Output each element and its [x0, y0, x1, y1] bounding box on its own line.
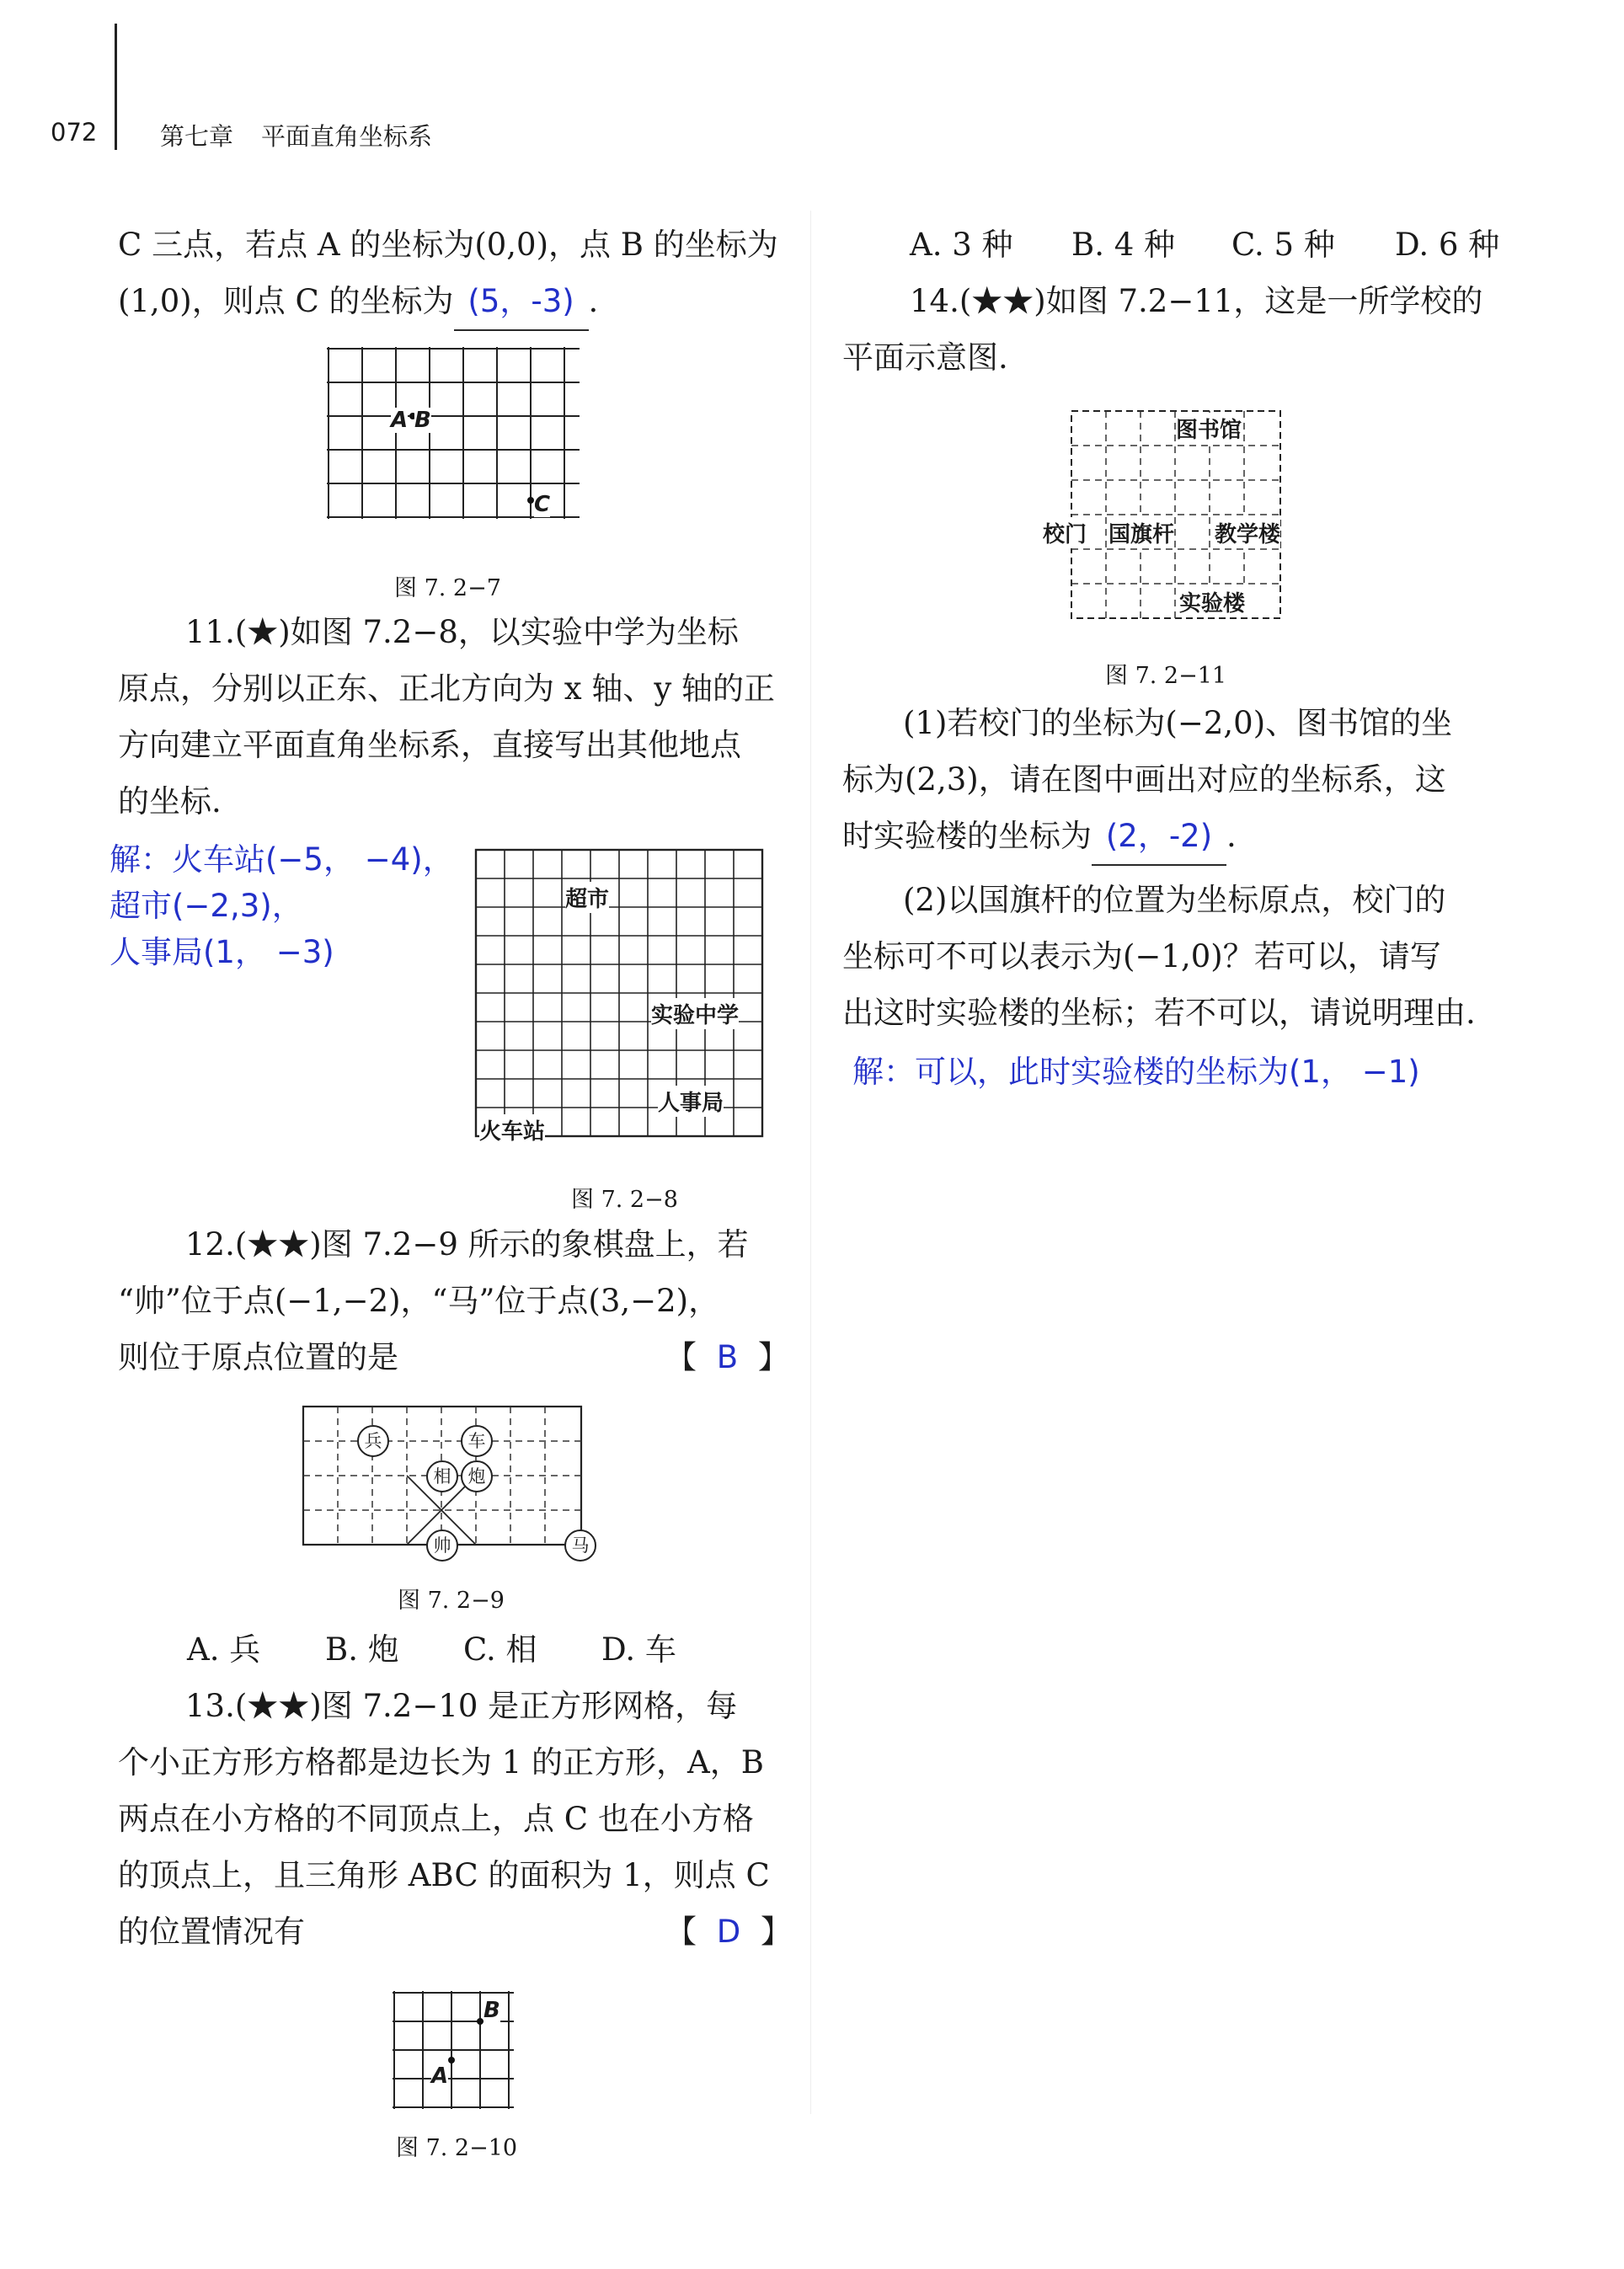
figure-7-2-9 [302, 1405, 596, 1568]
q13-answer: D [716, 1914, 741, 1950]
q12-line2: “帅”位于点(−1,−2)，“马”位于点(3,−2)， [118, 1283, 720, 1319]
q14-part1-answer: (2，-2) [1092, 809, 1226, 866]
fig728-station: 火车站 [479, 1114, 545, 1145]
q13-line2: 个小正方形方格都是边长为 1 的正方形，A，B [118, 1744, 764, 1780]
q11-line4: 的坐标. [118, 783, 222, 820]
figure-7-2-8 [474, 848, 769, 1146]
q14-part1-line3 [842, 809, 1237, 866]
q14-part2-line1: (2)以国旗杆的位置为坐标原点，校门的 [903, 882, 1446, 918]
q10-line2 [118, 274, 598, 331]
q13-bracket-close: 】 [761, 1914, 793, 1950]
q12-option-c: C. 相 [463, 1631, 537, 1668]
q12-option-d: D. 车 [601, 1631, 676, 1668]
q14-line2: 平面示意图. [842, 339, 1008, 376]
header-rule [115, 24, 117, 150]
q14-answer: 解：可以，此时实验楼的坐标为(1， −1) [852, 1054, 1420, 1090]
q14-line1: 14.(★★)如图 7.2−11，这是一所学校的 [910, 283, 1483, 319]
q11-answer-line3: 人事局(1， −3) [110, 934, 334, 970]
figure-7-2-10 [393, 1991, 519, 2121]
piece-shuai: 帅 [426, 1530, 458, 1562]
q13-line4: 的顶点上，且三角形 ABC 的面积为 1，则点 C [118, 1857, 770, 1893]
q10-line1: C 三点，若点 A 的坐标为(0,0)，点 B 的坐标为 [118, 227, 778, 263]
fig727-label-a: A [391, 408, 409, 433]
q14-part1-line2: 标为(2,3)，请在图中画出对应的坐标系，这 [842, 761, 1446, 798]
q13-option-d: D. 6 种 [1395, 227, 1500, 263]
point-b [477, 2018, 483, 2025]
q12-answer-bracket [665, 1330, 789, 1385]
caption-7-2-7: 图 7. 2−7 [394, 575, 501, 601]
q14-part1-text: 时实验楼的坐标为 [842, 818, 1092, 854]
q14-part2-line2: 坐标可不可以表示为(−1,0)？若可以，请写 [842, 938, 1441, 974]
piece-bing: 兵 [357, 1425, 389, 1457]
caption-7-2-10: 图 7. 2−10 [396, 2135, 518, 2161]
point-c [527, 497, 534, 504]
q12-option-a: A. 兵 [187, 1631, 261, 1668]
fig728-personnel: 人事局 [658, 1086, 724, 1117]
caption-7-2-11: 图 7. 2−11 [1105, 663, 1227, 689]
piece-pao: 炮 [461, 1460, 493, 1492]
q14-part2-line3: 出这时实验楼的坐标；若不可以，请说明理由. [842, 995, 1476, 1031]
fig7211-teaching: 教学楼 [1215, 517, 1280, 548]
q12-bracket-close: 】 [757, 1339, 789, 1375]
q10-period: . [588, 283, 599, 319]
q13-line1: 13.(★★)图 7.2−10 是正方形网格，每 [185, 1688, 738, 1724]
q11-line2: 原点，分别以正东、正北方向为 x 轴、y 轴的正 [118, 670, 776, 707]
q12-line3: 则位于原点位置的是 [118, 1339, 398, 1375]
fig7211-gate: 校门 [1043, 517, 1087, 548]
q13-answer-bracket [665, 1904, 792, 1960]
q11-answer-line1: 解：火车站(−5， −4)， [110, 841, 454, 878]
caption-7-2-9: 图 7. 2−9 [398, 1588, 505, 1614]
q10-line2-text: (1,0)，则点 C 的坐标为 [118, 283, 454, 319]
column-divider [810, 211, 811, 2114]
fig7211-lab: 实验楼 [1179, 586, 1245, 617]
piece-ma: 马 [564, 1530, 596, 1562]
chapter-title: 平面直角坐标系 [261, 122, 433, 151]
q14-part1-line1: (1)若校门的坐标为(−2,0)、图书馆的坐 [903, 705, 1453, 741]
fig727-label-b: B [414, 408, 431, 433]
caption-7-2-8: 图 7. 2−8 [571, 1187, 678, 1213]
piece-xiang: 相 [426, 1460, 458, 1492]
q12-line1: 12.(★★)图 7.2−9 所示的象棋盘上，若 [185, 1226, 749, 1263]
fig728-supermarket: 超市 [565, 882, 609, 913]
piece-che: 车 [461, 1425, 493, 1457]
fig7211-flag: 国旗杆 [1108, 517, 1174, 548]
q13-line3: 两点在小方格的不同顶点上，点 C 也在小方格 [118, 1801, 754, 1837]
q13-option-c: C. 5 种 [1231, 227, 1335, 263]
q13-bracket-open: 【 [665, 1914, 697, 1950]
q10-answer: (5，-3) [454, 274, 589, 331]
fig7210-label-a: A [431, 2063, 449, 2089]
q11-line1: 11.(★)如图 7.2−8，以实验中学为坐标 [185, 614, 739, 650]
fig727-label-c: C [534, 492, 551, 517]
q13-option-a: A. 3 种 [910, 227, 1013, 263]
q12-answer: B [716, 1339, 739, 1375]
q12-bracket-open: 【 [665, 1339, 697, 1375]
page-number: 072 [51, 118, 98, 147]
point-a [448, 2057, 455, 2063]
q11-answer-line2: 超市(−2,3)， [110, 888, 303, 924]
q11-line3: 方向建立平面直角坐标系，直接写出其他地点 [118, 727, 741, 763]
fig7211-library: 图书馆 [1176, 413, 1242, 444]
q12-option-b: B. 炮 [325, 1631, 399, 1668]
figure-7-2-7 [327, 347, 605, 536]
fig7210-label-b: B [483, 1998, 500, 2023]
chapter-label: 第七章 [160, 122, 234, 151]
q14-part1-period: . [1226, 818, 1237, 854]
q13-option-b: B. 4 种 [1071, 227, 1176, 263]
figure-7-2-11 [1044, 408, 1331, 630]
fig728-school: 实验中学 [651, 998, 739, 1029]
q13-line5: 的位置情况有 [118, 1914, 305, 1950]
